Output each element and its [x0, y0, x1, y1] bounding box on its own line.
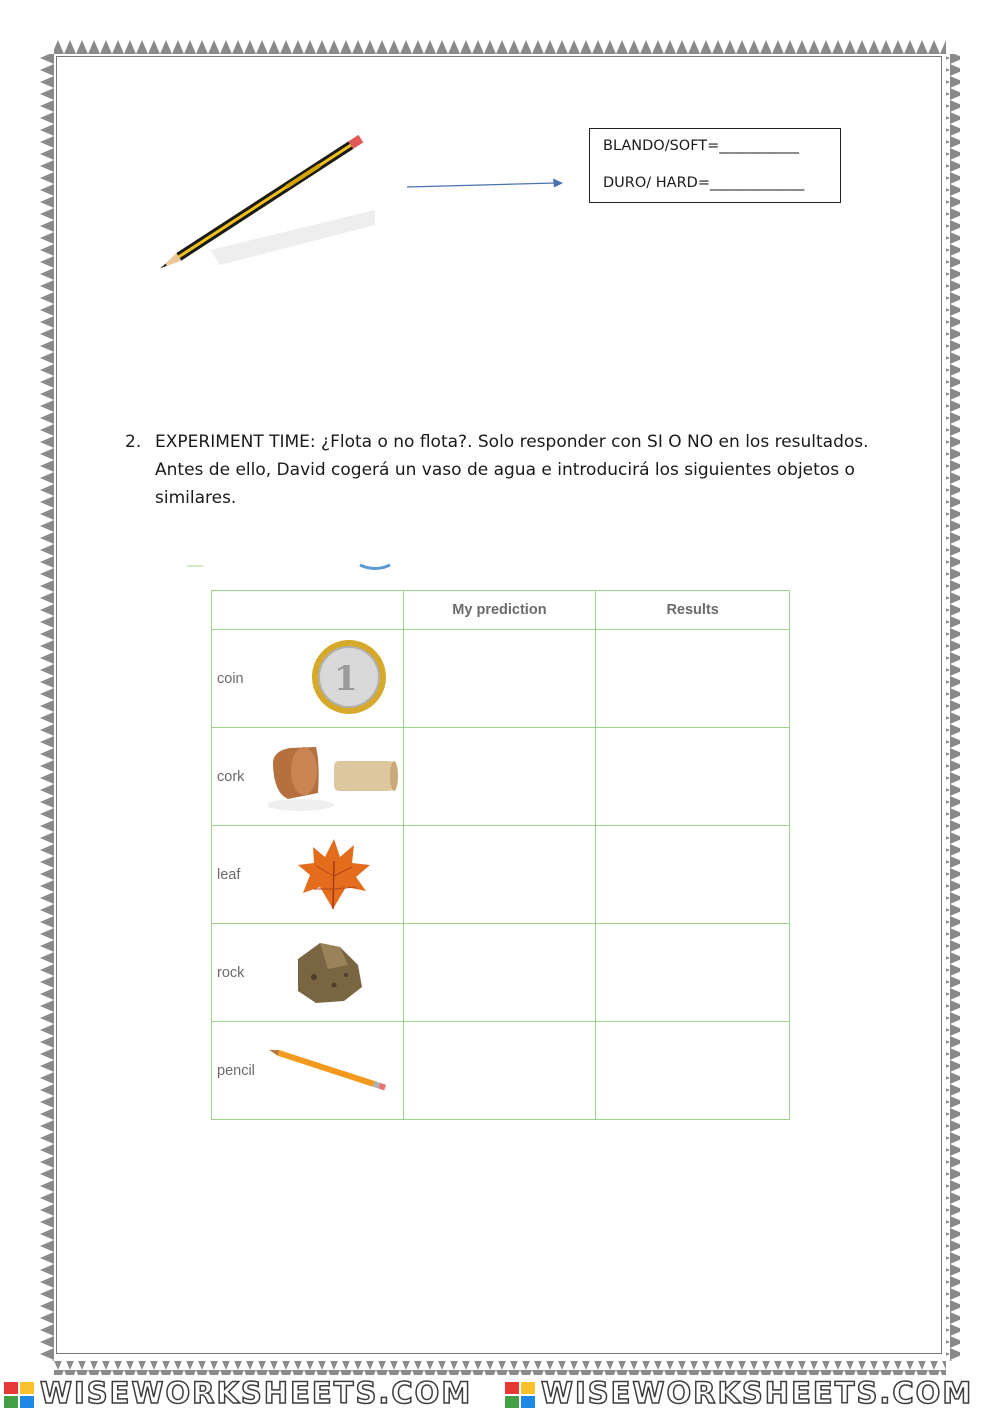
- header-results: Results: [596, 591, 790, 630]
- prediction-cell[interactable]: [403, 728, 596, 826]
- item-label: cork: [217, 768, 245, 785]
- question-text: EXPERIMENT TIME: ¿Flota o no flota?. Solo responder con SI O NO en los resultados. Antes de ello, David cogerá un vaso de agua e introducirá los siguientes objetos o similares.: [155, 432, 869, 508]
- soft-answer-line[interactable]: BLANDO/SOFT=___________: [603, 138, 800, 154]
- prediction-cell[interactable]: [403, 826, 596, 924]
- table-row: [212, 924, 790, 1022]
- pencil-icon: [268, 1027, 398, 1113]
- watermark-text: WISEWORKSHEETS.COM: [541, 1376, 974, 1410]
- result-cell[interactable]: [596, 630, 790, 728]
- experiment-table: [211, 590, 790, 1120]
- pencil-illustration-icon: [150, 135, 380, 275]
- soft-hard-answer-box: [589, 128, 841, 203]
- item-cell: [212, 728, 404, 826]
- hard-answer-line[interactable]: DURO/ HARD=_____________: [603, 175, 805, 191]
- table-row: [212, 826, 790, 924]
- footer-watermark: [0, 1374, 1000, 1413]
- item-label: rock: [217, 964, 245, 981]
- decorative-fragment-icon: [185, 560, 395, 572]
- item-cell: [212, 924, 404, 1022]
- item-label: leaf: [217, 866, 241, 883]
- item-cell: [212, 1022, 404, 1120]
- item-label: pencil: [217, 1062, 255, 1079]
- prediction-cell[interactable]: [403, 924, 596, 1022]
- table-header-row: [212, 591, 790, 630]
- table-row: [212, 728, 790, 826]
- table-row: [212, 630, 790, 728]
- logo-icon: [4, 1382, 36, 1408]
- header-item: [212, 591, 404, 630]
- cork-icon: [268, 733, 398, 819]
- item-cell: [212, 630, 404, 728]
- result-cell[interactable]: [596, 728, 790, 826]
- prediction-cell[interactable]: [403, 630, 596, 728]
- logo-icon: [505, 1382, 537, 1408]
- result-cell[interactable]: [596, 826, 790, 924]
- result-cell[interactable]: [596, 1022, 790, 1120]
- svg-text:1: 1: [334, 659, 358, 699]
- arrow-icon: [405, 174, 565, 192]
- leaf-icon: [268, 831, 398, 917]
- item-label: coin: [217, 670, 244, 687]
- rock-icon: [268, 929, 398, 1015]
- header-prediction: My prediction: [403, 591, 596, 630]
- prediction-cell[interactable]: [403, 1022, 596, 1120]
- table-row: [212, 1022, 790, 1120]
- item-cell: [212, 826, 404, 924]
- result-cell[interactable]: [596, 924, 790, 1022]
- coin-icon: [268, 635, 398, 721]
- watermark-text: WISEWORKSHEETS.COM: [40, 1376, 473, 1410]
- question-number: 2.: [125, 432, 142, 452]
